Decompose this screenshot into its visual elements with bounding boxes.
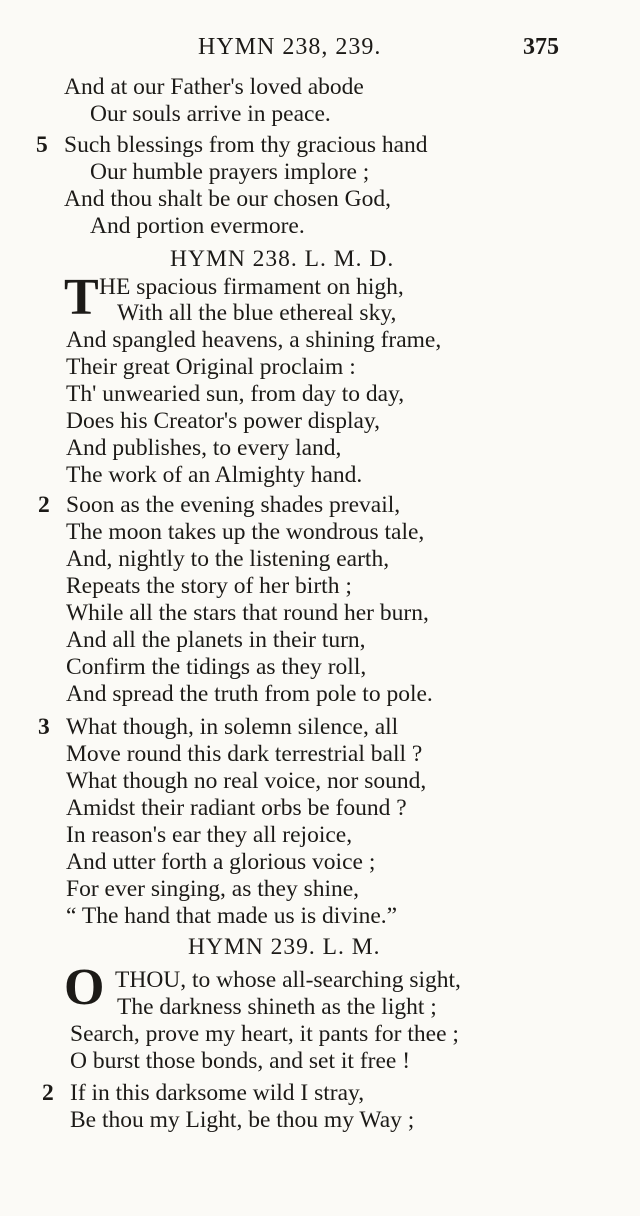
verse-line: THOU, to whose all-searching sight, [115, 967, 461, 993]
verse-line: O burst those bonds, and set it free ! [70, 1048, 411, 1074]
verse-line: Repeats the story of her birth ; [66, 573, 352, 599]
verse-line: Our humble prayers implore ; [90, 159, 370, 185]
verse-line: With all the blue ethereal sky, [117, 300, 397, 326]
page-header [0, 34, 640, 68]
hymn-238-heading: HYMN 238. L. M. D. [170, 246, 395, 272]
verse-line: And at our Father's loved abode [64, 74, 364, 100]
verse-line: And, nightly to the listening earth, [66, 546, 390, 572]
verse-line: And utter forth a glorious voice ; [66, 849, 376, 875]
verse-line: And portion evermore. [90, 213, 305, 239]
verse-line: Move round this dark terrestrial ball ? [66, 741, 423, 767]
verse-line: Search, prove my heart, it pants for thee ; [70, 1021, 459, 1047]
verse-line: Th' unwearied sun, from day to day, [66, 381, 405, 407]
verse-line: If in this darksome wild I stray, [70, 1080, 365, 1106]
verse-line: What though no real voice, nor sound, [66, 768, 427, 794]
verse-line: “ The hand that made us is divine.” [66, 903, 398, 929]
verse-line: Soon as the evening shades prevail, [66, 492, 401, 518]
hymn-239-heading: HYMN 239. L. M. [188, 934, 381, 960]
running-title: HYMN 238, 239. [198, 34, 382, 60]
verse-line: While all the stars that round her burn, [66, 600, 429, 626]
verse-line: And thou shalt be our chosen God, [64, 186, 391, 212]
verse-line: Such blessings from thy gracious hand [64, 132, 428, 158]
verse-line: Be thou my Light, be thou my Way ; [70, 1107, 415, 1133]
verse-line: Their great Original proclaim : [66, 354, 356, 380]
verse-line: Amidst their radiant orbs be found ? [66, 795, 407, 821]
verse-line: And publishes, to every land, [66, 435, 342, 461]
verse-line: Confirm the tidings as they roll, [66, 654, 367, 680]
stanza-number: 2 [38, 492, 50, 518]
verse-line: The work of an Almighty hand. [66, 462, 363, 488]
verse-line: In reason's ear they all rejoice, [66, 822, 353, 848]
drop-cap: O [64, 959, 105, 1016]
page-number: 375 [523, 34, 559, 60]
verse-line: Does his Creator's power display, [66, 408, 381, 434]
verse-line: What though, in solemn silence, all [66, 714, 399, 740]
stanza-number: 3 [38, 714, 50, 740]
verse-line: The moon takes up the wondrous tale, [66, 519, 425, 545]
stanza-number: 5 [36, 132, 48, 158]
stanza-number: 2 [42, 1080, 54, 1106]
verse-line: And spangled heavens, a shining frame, [66, 327, 442, 353]
verse-line: And all the planets in their turn, [66, 627, 366, 653]
verse-line: For ever singing, as they shine, [66, 876, 360, 902]
drop-cap: T [64, 269, 99, 326]
verse-line: The darkness shineth as the light ; [117, 994, 437, 1020]
verse-line: HE spacious firmament on high, [99, 274, 404, 300]
verse-line: Our souls arrive in peace. [90, 101, 331, 127]
verse-line: And spread the truth from pole to pole. [66, 681, 433, 707]
